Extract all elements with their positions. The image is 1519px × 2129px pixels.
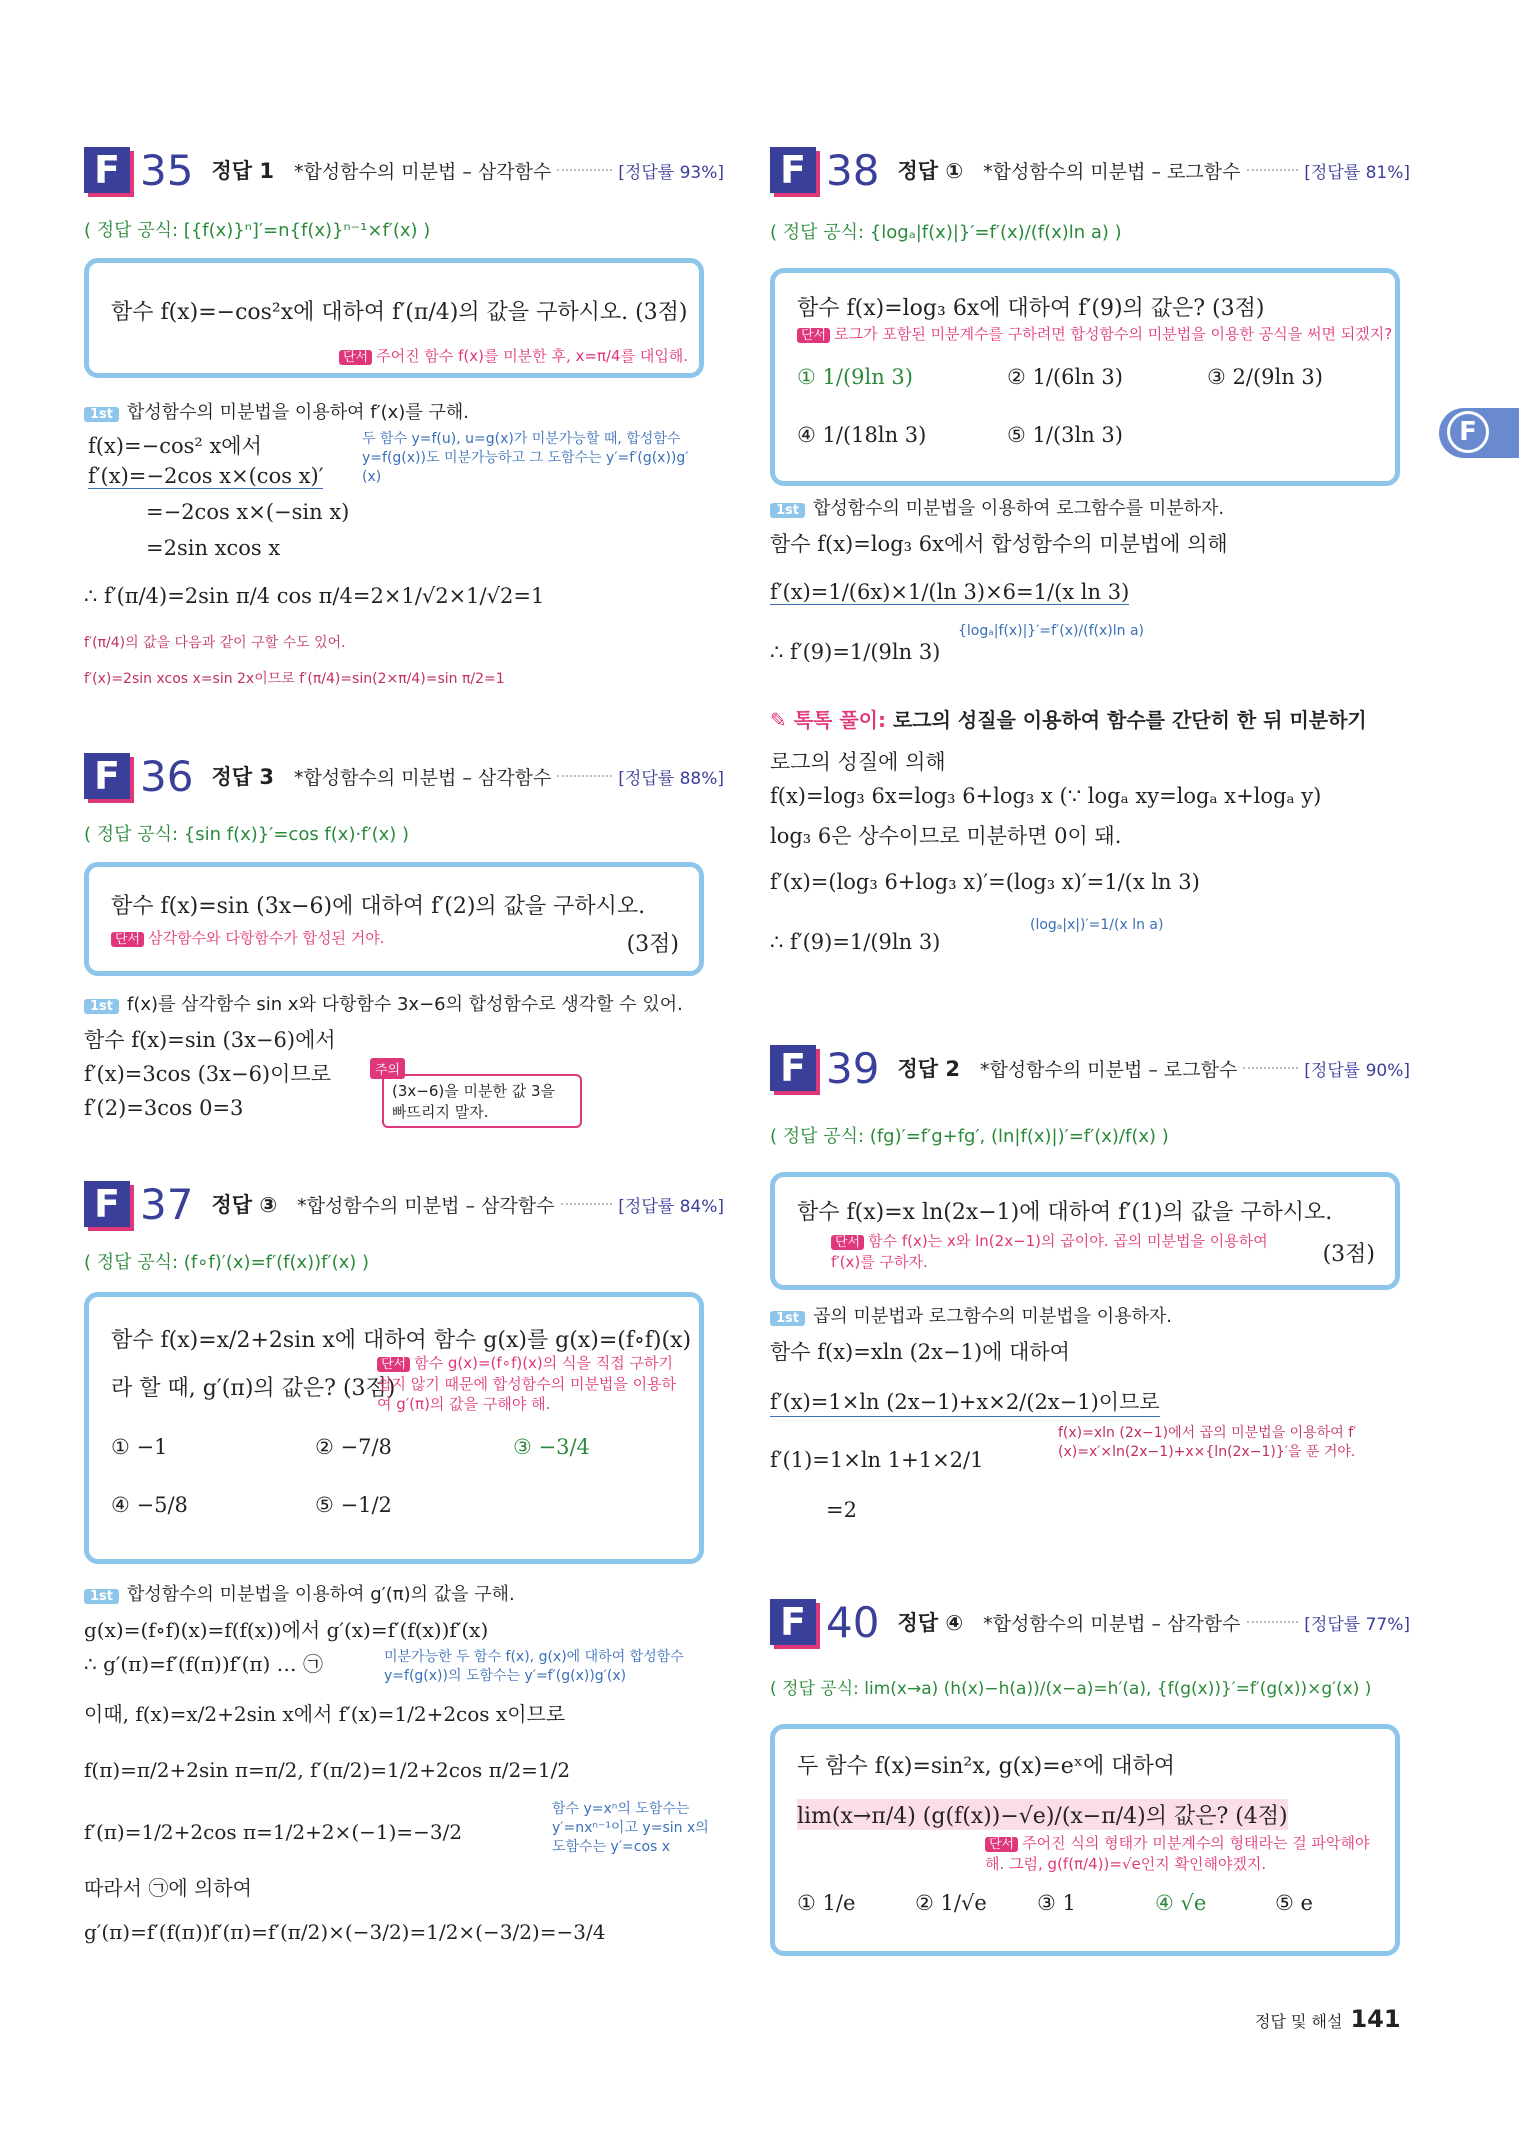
hint-text: 주어진 식의 형태가 미분계수의 형태라는 걸 파악해야 해. 그럼, g(f(π/4))=√e인지 확인해야겠지. — [985, 1834, 1370, 1873]
topic: *합성함수의 미분법 – 로그함수 — [983, 160, 1241, 183]
option-4[interactable]: ④ −5/8 — [111, 1493, 188, 1517]
solution-line: =2sin xcos x — [146, 536, 281, 560]
side-tab — [1439, 408, 1519, 458]
caution-text: (3x−6)을 미분한 값 3을 빠뜨리지 말자. — [392, 1082, 556, 1121]
question-text: 함수 f(x)=−cos²x에 대하여 f′(π/4)의 값을 구하시오. (3점) — [111, 300, 688, 325]
page-footer — [1255, 2005, 1401, 2033]
hint-tag: 단서 — [339, 350, 372, 365]
correct-rate: [정답률 88%] — [618, 768, 724, 789]
solution-line: g′(π)=f′(f(π))f′(π)=f′(π/2)×(−3/2)=1/2×(−3/2)=−3/4 — [84, 1920, 606, 1944]
hint-tag: 단서 — [797, 328, 830, 343]
f-badge: F — [84, 1181, 130, 1227]
correct-rate: [정답률 90%] — [1304, 1060, 1410, 1081]
tip-line: ∴ f′(9)=1/(9ln 3) — [770, 930, 941, 954]
step-35 — [84, 398, 469, 424]
topic: *합성함수의 미분법 – 삼각함수 — [293, 766, 552, 789]
step-tag: 1st — [84, 1589, 119, 1604]
solution-line: f′(2)=3cos 0=3 — [84, 1096, 244, 1120]
option-2[interactable]: ② 1/(6ln 3) — [1007, 365, 1123, 389]
f-badge: F — [84, 753, 130, 799]
side-note: f(x)=xln (2x−1)에서 곱의 미분법을 이용하여 f′(x)=x′×ln(2x−1)+x×{ln(2x−1)}′을 푼 거야. — [1058, 1425, 1357, 1460]
hint-tag: 단서 — [831, 1235, 864, 1250]
problem-number: 35 — [140, 145, 194, 195]
solution-line: 함수 f(x)=log₃ 6x에서 합성함수의 미분법에 의해 — [770, 532, 1228, 556]
side-note: 함수 y=xⁿ의 도함수는 y′=nxⁿ⁻¹이고 y=sin x의 도함수는 y′=cos x — [552, 1801, 709, 1855]
question-text: 함수 f(x)=log₃ 6x에 대하여 f′(9)의 값은? (3점) — [797, 296, 1265, 321]
tip-line: 로그의 성질에 의해 — [770, 750, 946, 774]
answer: 정답 1 — [211, 159, 274, 183]
solution-line: 함수 f(x)=xln (2x−1)에 대하여 — [770, 1340, 1070, 1364]
topic: *합성함수의 미분법 – 삼각함수 — [297, 1194, 555, 1217]
answer: 정답 2 — [897, 1057, 960, 1081]
question-text: 함수 f(x)=sin (3x−6)에 대하여 f′(2)의 값을 구하시오. — [111, 894, 646, 919]
question-text: 라 할 때, g′(π)의 값은? (3점) — [111, 1376, 396, 1401]
step-37 — [84, 1580, 515, 1606]
problem-37-header — [84, 1176, 724, 1232]
points: (3점) — [626, 932, 679, 957]
step-text: 곱의 미분법과 로그함수의 미분법을 이용하자. — [813, 1306, 1172, 1327]
step-text: 합성함수의 미분법을 이용하여 g′(π)의 값을 구해. — [127, 1584, 515, 1605]
question-text: lim(x→π/4) (g(f(x))−√e)/(x−π/4)의 값은? (4점) — [797, 1799, 1288, 1830]
question-text: 두 함수 f(x)=sin²x, g(x)=eˣ에 대하여 — [797, 1754, 1176, 1779]
tip-title: 로그의 성질을 이용하여 함수를 간단히 한 뒤 미분하기 — [892, 708, 1367, 732]
question-box-38 — [770, 268, 1400, 486]
solution-line: f′(1)=1×ln 1+1×2/1 — [770, 1448, 984, 1472]
problem-number: 39 — [826, 1043, 880, 1093]
step-36 — [84, 990, 683, 1016]
step-tag: 1st — [770, 1311, 805, 1326]
hint-text: 함수 f(x)는 x와 ln(2x−1)의 곱이야. 곱의 미분법을 이용하여 f′(x)를 구하자. — [831, 1232, 1268, 1271]
problem-number: 38 — [826, 145, 880, 195]
option-3-correct[interactable]: ③ −3/4 — [513, 1435, 590, 1459]
option-2[interactable]: ② 1/√e — [915, 1891, 987, 1915]
solution-line: f′(π)=1/2+2cos π=1/2+2×(−1)=−3/2 — [84, 1820, 463, 1844]
f-badge: F — [770, 147, 816, 193]
correct-rate: [정답률 93%] — [618, 162, 724, 183]
solution-line: =2 — [826, 1498, 857, 1522]
step-38 — [770, 494, 1224, 520]
hint — [831, 1231, 1271, 1272]
points: (3점) — [1322, 1242, 1375, 1267]
question-box-40 — [770, 1724, 1400, 1956]
question-text: 함수 f(x)=x/2+2sin x에 대하여 함수 g(x)를 g(x)=(f∘f)(x) — [111, 1328, 692, 1353]
solution-line: ∴ f′(π/4)=2sin π/4 cos π/4=2×1/√2×1/√2=1 — [84, 584, 545, 608]
question-box-39 — [770, 1172, 1400, 1290]
solution-line: f′(x)=1×ln (2x−1)+x×2/(2x−1)이므로 — [770, 1386, 1160, 1417]
hint — [377, 1353, 687, 1414]
answer-formula: ( 정답 공식: (f∘f)′(x)=f′(f(x))f′(x) ) — [84, 1252, 370, 1273]
tip-note: (logₐ|x|)′=1/(x ln a) — [1030, 917, 1164, 933]
problem-number: 40 — [826, 1597, 880, 1647]
tip-line: f′(x)=(log₃ 6+log₃ x)′=(log₃ x)′=1/(x ln 3) — [770, 870, 1200, 894]
step-tag: 1st — [84, 407, 119, 422]
step-tag: 1st — [770, 503, 805, 518]
caution-tag: 주의 — [370, 1058, 405, 1079]
hint-tag: 단서 — [377, 1357, 410, 1372]
side-tab-label: F — [1447, 411, 1489, 453]
hint-tag: 단서 — [111, 932, 144, 947]
step-text: 합성함수의 미분법을 이용하여 f′(x)를 구해. — [127, 402, 469, 423]
answer: 정답 ④ — [897, 1611, 964, 1635]
solution-line: f′(x)=1/(6x)×1/(ln 3)×6=1/(x ln 3) — [770, 580, 1130, 604]
hint — [339, 345, 688, 366]
problem-35-header — [84, 142, 724, 198]
problem-36-header — [84, 748, 724, 804]
alt-note: f′(x)=2sin xcos x=sin 2x이므로 f′(π/4)=sin(2×π/4)=sin π/2=1 — [84, 671, 505, 687]
option-5[interactable]: ⑤ 1/(3ln 3) — [1007, 423, 1123, 447]
problem-38-header — [770, 142, 1410, 198]
option-3[interactable]: ③ 1 — [1037, 1891, 1076, 1915]
option-4-correct[interactable]: ④ √e — [1155, 1891, 1207, 1915]
hint-tag: 단서 — [985, 1837, 1018, 1852]
solution-line: f′(x)=3cos (3x−6)이므로 — [84, 1062, 331, 1086]
solution-line: 함수 f(x)=sin (3x−6)에서 — [84, 1028, 336, 1052]
option-5[interactable]: ⑤ e — [1275, 1891, 1313, 1915]
solution-line: g(x)=(f∘f)(x)=f(f(x))에서 g′(x)=f′(f(x))f′(x) — [84, 1618, 489, 1642]
hint-text: 주어진 함수 f(x)를 미분한 후, x=π/4를 대입해. — [376, 347, 689, 365]
f-badge: F — [770, 1045, 816, 1091]
wrench-icon: ✎ — [770, 708, 794, 732]
correct-rate: [정답률 77%] — [1304, 1614, 1410, 1635]
page-number: 141 — [1350, 2005, 1401, 2033]
option-2[interactable]: ② −7/8 — [315, 1435, 392, 1459]
correct-rate: [정답률 84%] — [618, 1196, 724, 1217]
solution-line: 따라서 ㉠에 의하여 — [84, 1876, 252, 1900]
topic: *합성함수의 미분법 – 삼각함수 — [293, 160, 552, 183]
option-1[interactable]: ① 1/e — [797, 1891, 856, 1915]
option-1[interactable]: ① −1 — [111, 1435, 168, 1459]
option-1-correct[interactable]: ① 1/(9ln 3) — [797, 365, 913, 389]
option-5[interactable]: ⑤ −1/2 — [315, 1493, 392, 1517]
tip-line: f(x)=log₃ 6x=log₃ 6+log₃ x (∵ logₐ xy=logₐ x+logₐ y) — [770, 784, 1322, 808]
answer-formula: ( 정답 공식: {sin f(x)}′=cos f(x)·f′(x) ) — [84, 824, 410, 845]
hint-text: 삼각함수와 다항함수가 합성된 거야. — [148, 929, 385, 947]
problem-39-header — [770, 1040, 1410, 1096]
footer-label: 정답 및 해설 — [1255, 2012, 1343, 2031]
step-39 — [770, 1302, 1172, 1328]
solution-line: f(π)=π/2+2sin π=π/2, f′(π/2)=1/2+2cos π/2=1/2 — [84, 1758, 571, 1782]
side-note: {logₐ|f(x)|}′=f′(x)/(f(x)ln a) — [958, 623, 1145, 639]
problem-number: 37 — [140, 1179, 194, 1229]
hint-text: 함수 g(x)=(f∘f)(x)의 식을 직접 구하기 쉽지 않기 때문에 합성함수의 미분법을 이용하여 g′(π)의 값을 구해야 해. — [377, 1354, 677, 1413]
option-3[interactable]: ③ 2/(9ln 3) — [1207, 365, 1323, 389]
answer-formula: ( 정답 공식: [{f(x)}ⁿ]′=n{f(x)}ⁿ⁻¹×f′(x) ) — [84, 220, 431, 241]
side-note: 두 함수 y=f(u), u=g(x)가 미분가능할 때, 합성함수 y=f(g(x))도 미분가능하고 그 도함수는 y′=f′(g(x))g′(x) — [362, 431, 689, 485]
question-text: 함수 f(x)=x ln(2x−1)에 대하여 f′(1)의 값을 구하시오. — [797, 1200, 1333, 1225]
side-note: 미분가능한 두 함수 f(x), g(x)에 대하여 합성함수 y=f(g(x))의 도함수는 y′=f′(g(x))g′(x) — [384, 1649, 684, 1684]
tip-header — [770, 704, 1367, 733]
solution-line: ∴ g′(π)=f′(f(π))f′(π) … ㉠ — [84, 1652, 324, 1676]
alt-note: f′(π/4)의 값을 다음과 같이 구할 수도 있어. — [84, 635, 346, 651]
question-box-37 — [84, 1292, 704, 1564]
tip-line: log₃ 6은 상수이므로 미분하면 0이 돼. — [770, 824, 1122, 848]
problem-number: 36 — [140, 751, 194, 801]
solution-line: =−2cos x×(−sin x) — [146, 500, 350, 524]
question-box-35 — [84, 258, 704, 378]
topic: *합성함수의 미분법 – 로그함수 — [979, 1058, 1238, 1081]
question-box-36 — [84, 862, 704, 976]
f-badge: F — [84, 147, 130, 193]
answer: 정답 ③ — [211, 1193, 278, 1217]
answer: 정답 ① — [897, 159, 964, 183]
topic: *합성함수의 미분법 – 삼각함수 — [983, 1612, 1241, 1635]
step-text: f(x)를 삼각함수 sin x와 다항함수 3x−6의 합성함수로 생각할 수 있어. — [127, 994, 683, 1015]
correct-rate: [정답률 81%] — [1304, 162, 1410, 183]
solution-line: f(x)=−cos² x에서 — [88, 434, 262, 458]
tip-label: 톡톡 풀이: — [793, 708, 886, 732]
caution-box — [375, 1063, 582, 1128]
answer-formula: ( 정답 공식: lim(x→a) (h(x)−h(a))/(x−a)=h′(a), {f(g(x))}′=f′(g(x))×g′(x) ) — [770, 1679, 1372, 1699]
f-badge: F — [770, 1599, 816, 1645]
step-tag: 1st — [84, 999, 119, 1014]
problem-40-header — [770, 1594, 1410, 1650]
answer-formula: ( 정답 공식: (fg)′=f′g+fg′, (ln|f(x)|)′=f′(x)/f(x) ) — [770, 1126, 1169, 1147]
step-text: 합성함수의 미분법을 이용하여 로그함수를 미분하자. — [813, 498, 1225, 519]
solution-line: 이때, f(x)=x/2+2sin x에서 f′(x)=1/2+2cos x이므로 — [84, 1702, 566, 1726]
solution-line: ∴ f′(9)=1/(9ln 3) — [770, 640, 941, 664]
hint — [111, 927, 385, 948]
answer-formula: ( 정답 공식: {logₐ|f(x)|}′=f′(x)/(f(x)ln a) ) — [770, 222, 1122, 243]
solution-line: f′(x)=−2cos x×(cos x)′ — [88, 464, 324, 488]
hint-text: 로그가 포함된 미분계수를 구하려면 합성함수의 미분법을 이용한 공식을 써면 되겠지? — [834, 325, 1393, 343]
answer: 정답 3 — [211, 765, 274, 789]
option-4[interactable]: ④ 1/(18ln 3) — [797, 423, 927, 447]
hint — [985, 1833, 1385, 1874]
hint — [797, 323, 1392, 344]
